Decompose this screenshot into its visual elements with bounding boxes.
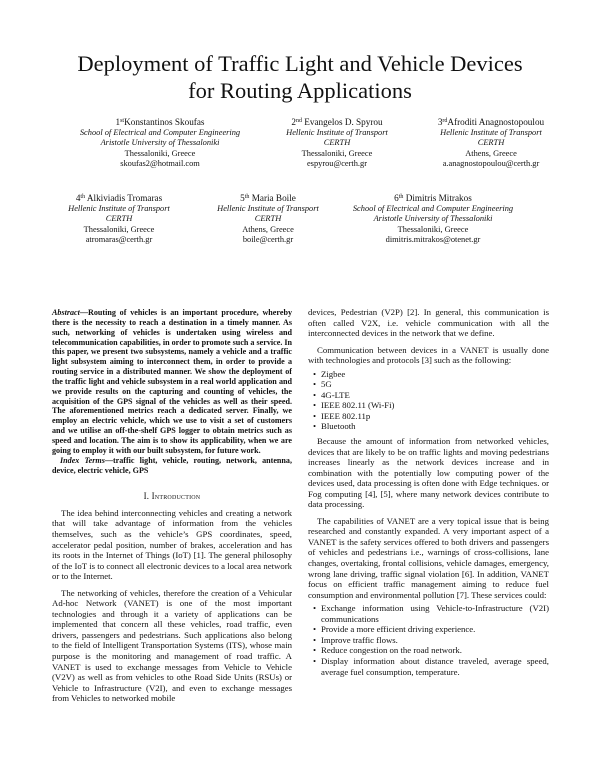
author-5-affiliation-2: CERTH	[254, 214, 282, 224]
author-6-number: 6	[394, 193, 399, 203]
list-item: • Provide a more efficient driving experience.	[321, 624, 549, 635]
author-5-location: Athens, Greece	[242, 224, 294, 234]
intro-paragraph-2: The networking of vehicles, therefore the creation of a Vehicular Ad-hoc Network (VANET) is one of the most important technologies and through it a variety of applications can be implemented that concern all these vehicles, road traffic, even drivers, passengers and pedestrians. Such applications also belong to the field of Intelligent Transportation Systems (ITS), whose main purpose is the monitoring and management of road traffic. A VANET is used to exchange messages from Vehicle to Vehicle (V2V) as well as from vehicles to othe Road Side Units (RSUs) or Vehicle to Infrastructure (V2I), and even to exchange messages from Vehicles to networked mobile	[52, 587, 292, 704]
author-4-affiliation: Hellenic Institute of Transport	[68, 203, 170, 213]
author-2-number: 2	[291, 117, 296, 127]
author-3-ordinal: rd	[442, 118, 448, 124]
author-4-affiliation-2: CERTH	[105, 214, 133, 224]
author-2-ordinal: nd	[295, 118, 302, 124]
title-line-1: Deployment of Traffic Light and Vehicle Devices	[77, 51, 523, 76]
author-2-location: Thessaloniki, Greece	[301, 148, 373, 158]
list-item: • Improve traffic flows.	[321, 635, 549, 646]
author-1-location: Thessaloniki, Greece	[124, 148, 196, 158]
list-item: • Zigbee	[321, 369, 549, 380]
author-4-number: 4	[75, 193, 81, 203]
author-1-email[interactable]: skoufas2@hotmail.com	[120, 159, 200, 169]
author-3-affiliation-2: CERTH	[477, 138, 505, 148]
author-2-affiliation-2: CERTH	[323, 138, 351, 148]
author-1-affiliation: School of Electrical and Computer Engineering	[79, 127, 241, 137]
author-4-location: Thessaloniki, Greece	[83, 224, 155, 234]
author-6-affiliation-2: Aristotle University of Thessaloniki	[373, 214, 493, 224]
paper-title	[0, 50, 600, 104]
list-item: • Display information about distance traveled, average speed, average fuel consumption, temperature.	[321, 656, 549, 677]
edge-computing-paragraph: Because the amount of information from networked vehicles, devices that are likely to be on traffic lights and moving pedestrians increases linearly as the network devices increase and in combination with the potentially low computing power of the devices used, data processing is often done with Edge techniques. or Fog computing [4], [5], where many network devices contribute to data processing.	[308, 436, 549, 510]
author-3-name: Afroditi Anagnostopoulou	[447, 117, 545, 127]
intro-paragraph-continued: devices, Pedestrian (V2P) [2]. In general, this communication is often called V2X, i.e. vehicle communication with all the interconnected devices in the network that we define.	[308, 307, 549, 339]
author-block-3	[416, 117, 566, 170]
abstract	[52, 308, 292, 456]
intro-paragraph-1: The idea behind interconnecting vehicles and creating a network that will take advantage of information from the vehicles themselves, such as the vehicle’s GPS coordinates, speed, accelerator pedal position, number of brakes, acceleration and has its roots in the Internet of Things (IoT) [1]. The general philosophy of the IoT is to connect all electronic devices to a local area network or to the Internet.	[52, 507, 292, 582]
author-5-affiliation: Hellenic Institute of Transport	[217, 203, 319, 213]
author-block-2	[262, 117, 412, 170]
protocol-list	[308, 369, 549, 432]
author-1-ordinal: st	[120, 118, 125, 124]
author-block-6	[333, 193, 533, 246]
author-5-email[interactable]: boile@certh.gr	[242, 235, 294, 245]
author-6-affiliation: School of Electrical and Computer Engineering	[352, 203, 514, 213]
author-6-ordinal: th	[398, 194, 404, 200]
author-block-4	[44, 193, 194, 246]
vanet-capabilities-paragraph: The capabilities of VANET are a very topical issue that is being researched and constantly expanded. A very important aspect of a VANET is the safety services offered to both drivers and passengers of vehicles and pedestrians i.e., warnings of cross-collisions, lane changes, overtaking, frontal collisions, vehicle damages, emergency, wrong lane driving, traffic signal violation [6]. In addition, VANET focus on efficient traffic management aiming to reduce fuel consumption and environmental pollution [7]. These services could:	[308, 515, 549, 600]
author-block-5	[193, 193, 343, 246]
author-1-affiliation-2: Aristotle University of Thessaloniki	[100, 138, 220, 148]
author-2-email[interactable]: espyrou@certh.gr	[306, 159, 368, 169]
list-item: • 4G-LTE	[321, 390, 549, 401]
author-1-name: Konstantinos Skoufas	[124, 117, 205, 127]
author-6-name: Dimitris Mitrakos	[405, 193, 472, 203]
author-2-affiliation: Hellenic Institute of Transport	[286, 127, 388, 137]
author-6-location: Thessaloniki, Greece	[397, 224, 469, 234]
author-5-name: Maria Boile	[251, 193, 296, 203]
author-2-name: Evangelos D. Spyrou	[304, 117, 383, 127]
author-4-ordinal: th	[80, 194, 86, 200]
author-3-number: 3	[437, 117, 443, 127]
index-terms	[52, 456, 292, 476]
author-1-number: 1	[115, 117, 121, 127]
author-4-name: Alkiviadis Tromaras	[86, 193, 163, 203]
section-title: Introduction	[151, 491, 201, 502]
left-column	[52, 308, 292, 710]
author-4-email[interactable]: atromaras@certh.gr	[85, 235, 153, 245]
author-3-affiliation: Hellenic Institute of Transport	[440, 127, 542, 137]
protocols-paragraph: Communication between devices in a VANET is usually done with technologies and protocols [3] such as the following:	[308, 344, 549, 366]
author-3-location: Athens, Greece	[465, 148, 517, 158]
list-item: • 5G	[321, 379, 549, 390]
author-3-email[interactable]: a.anagnostopoulou@certh.gr	[442, 159, 540, 169]
index-terms-text: —traffic light, vehicle, routing, network, antenna, device, electric vehicle, GPS	[52, 455, 292, 475]
right-column	[308, 307, 549, 681]
section-numeral: I.	[143, 491, 150, 502]
author-6-email[interactable]: dimitris.mitrakos@otenet.gr	[385, 235, 481, 245]
title-line-2: for Routing Applications	[188, 78, 412, 103]
list-item: • Reduce congestion on the road network.	[321, 645, 549, 656]
list-item: • Bluetooth	[321, 421, 549, 432]
author-5-ordinal: th	[244, 194, 250, 200]
list-item: • Exchange information using Vehicle-to-Infrastructure (V2I) communications	[321, 603, 549, 624]
abstract-text: —Routing of vehicles is an important procedure, whereby there is the necessity to reach a destination in a timely manner. As such, networking of vehicles is undertaken using wireless and telecommunication capabilities, in order to promote such a service. In this paper, we present two subsystems, namely a vehicle and a traffic light subsystem aiming to interconnect them, in order to provide a routing service in a distributed manner. We show the deployment of the traffic light and vehicle subsystem in a real world application and we provide results on the capturing and counting of vehicles, the acquisition of the GPS signal of the vehicles as well as their speed. The aforementioned metrics reach a dedicated server. Finally, we employ an electric vehicle, which we use to visit a set of customers and we utilise an off-the-shelf GPS logger to obtain metrics such as speed and location. The aim is to show its applicability, when we are going to employ it with our built subsystem, for future work.	[52, 308, 293, 455]
abstract-label: Abstract	[52, 308, 80, 317]
services-list	[308, 603, 549, 677]
list-item: • IEEE 802.11 (Wi-Fi)	[321, 400, 549, 411]
list-item: • IEEE 802.11p	[321, 411, 549, 422]
author-block-1	[60, 117, 260, 170]
author-5-number: 5	[240, 193, 245, 203]
index-terms-label: Index Terms	[60, 455, 105, 465]
section-heading-introduction	[52, 491, 292, 502]
